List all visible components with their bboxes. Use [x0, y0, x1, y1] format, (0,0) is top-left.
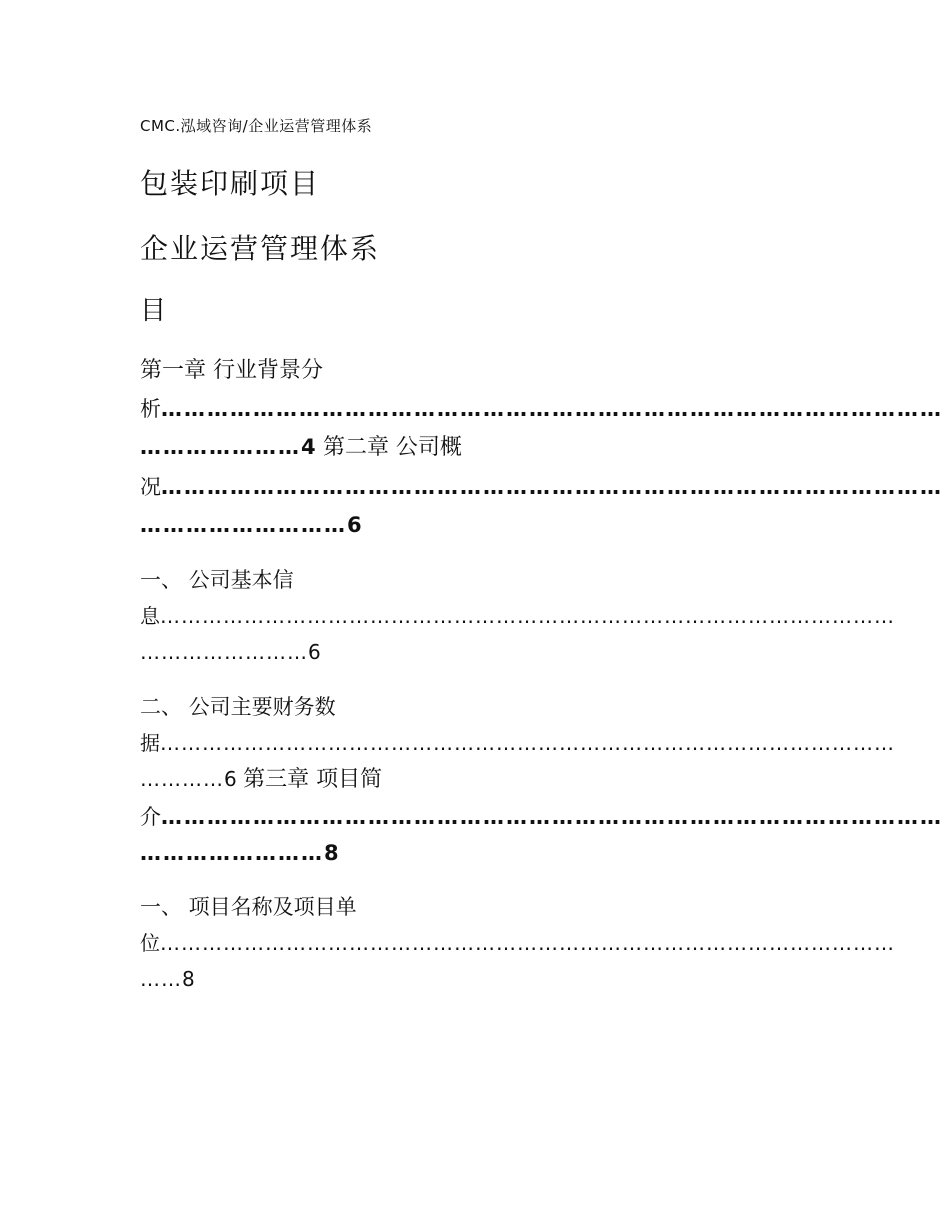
toc-entry-chapter-2-page-line[interactable] — [140, 515, 362, 536]
toc-entry-chapter-2-leader[interactable] — [140, 475, 943, 499]
toc-entry-section-3-1-title[interactable]: 一、 项目名称及项目单 — [140, 895, 357, 919]
toc-entry-label: 况 — [140, 475, 161, 499]
project-title: 包装印刷项目 — [140, 167, 321, 200]
toc-heading: 目 — [140, 296, 167, 326]
toc-entry-chapter-3-page-line[interactable] — [140, 843, 339, 864]
system-title: 企业运营管理体系 — [140, 232, 381, 265]
page-number: 8 — [324, 841, 339, 865]
leader-dots: ………………………………………………………………………………………… — [161, 397, 943, 421]
page-number: 6 — [308, 640, 321, 664]
toc-entry-chapter-1-title[interactable]: 第一章 行业背景分 — [140, 358, 323, 383]
toc-entry-section-2-1-leader[interactable] — [140, 604, 895, 628]
toc-entry-section-2-2-page-line[interactable] — [140, 769, 382, 791]
toc-entry-section-2-2-leader[interactable] — [140, 731, 895, 755]
page-header: CMC.泓域咨询/企业运营管理体系 — [140, 117, 373, 135]
leader-dots: ……………………… — [140, 513, 347, 537]
toc-entry-chapter-1-page-line[interactable] — [140, 437, 462, 459]
leader-dots: …………………………………………………………………………………………… — [160, 931, 895, 955]
leader-dots: ………… — [140, 767, 224, 791]
toc-entry-chapter-2-title: 第二章 公司概 — [322, 435, 462, 460]
leader-dots: …………………………………………………………………………………………… — [160, 604, 895, 628]
page-number: 4 — [301, 435, 316, 459]
leader-dots: ………………………………………………………………………………………… — [161, 805, 943, 829]
toc-entry-label: 介 — [140, 805, 161, 829]
leader-dots: …………………… — [140, 640, 308, 664]
toc-entry-label: 位 — [140, 931, 160, 955]
toc-entry-label: 息 — [140, 604, 160, 628]
leader-dots: ………………… — [140, 435, 301, 459]
toc-entry-section-2-1-page-line[interactable] — [140, 642, 321, 662]
page-number: 6 — [347, 513, 362, 537]
toc-entry-chapter-3-leader[interactable] — [140, 805, 943, 829]
leader-dots: ………………………………………………………………………………………… — [161, 475, 943, 499]
toc-entry-chapter-1-leader[interactable] — [140, 397, 943, 421]
page-number: 8 — [182, 967, 195, 991]
toc-entry-label: 据 — [140, 731, 160, 755]
toc-entry-chapter-3-title: 第三章 项目简 — [243, 767, 383, 792]
leader-dots: …… — [140, 967, 182, 991]
toc-entry-section-3-1-page-line[interactable] — [140, 969, 195, 989]
leader-dots: …………………………………………………………………………………………… — [160, 731, 895, 755]
toc-entry-label: 析 — [140, 397, 161, 421]
toc-entry-section-2-1-title[interactable]: 一、 公司基本信 — [140, 568, 294, 592]
page-number: 6 — [224, 767, 237, 791]
toc-entry-section-2-2-title[interactable]: 二、 公司主要财务数 — [140, 695, 336, 719]
leader-dots: …………………… — [140, 841, 324, 865]
toc-entry-section-3-1-leader[interactable] — [140, 931, 895, 955]
